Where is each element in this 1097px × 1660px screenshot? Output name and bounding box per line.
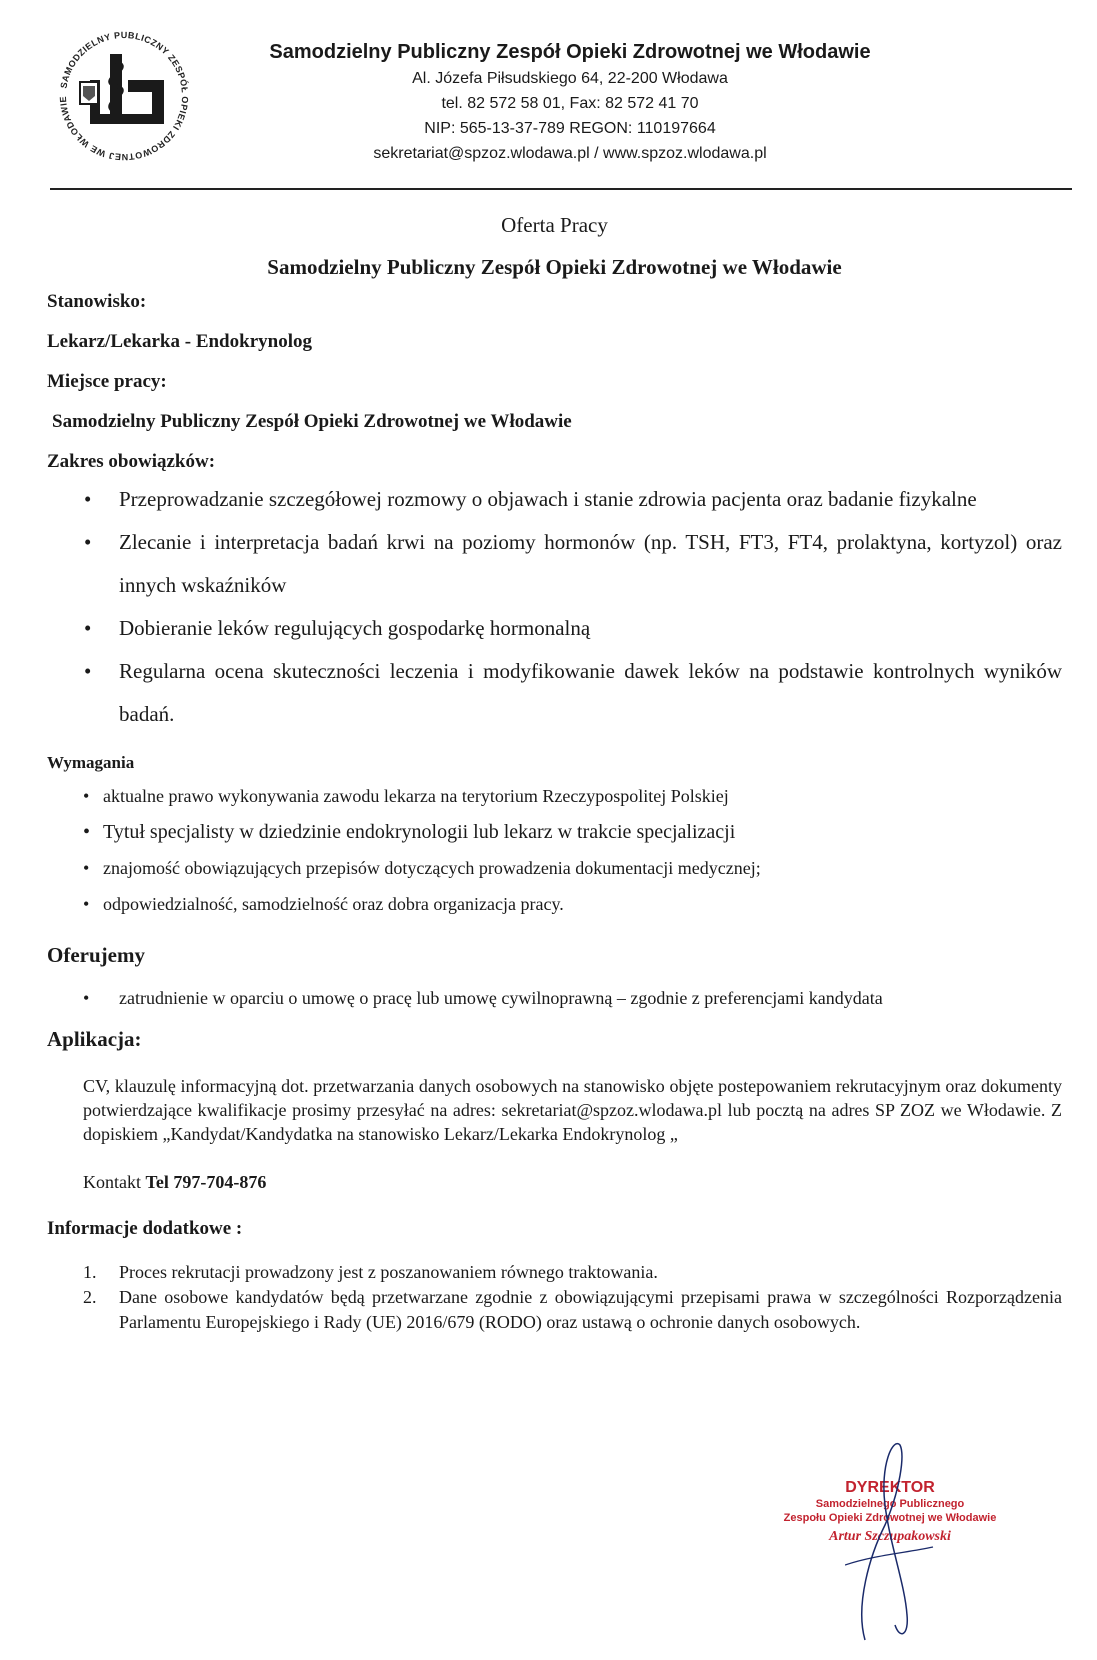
contact-tel: 797-704-876 (173, 1172, 267, 1192)
requirements-list (47, 778, 1062, 922)
contact-tel-label: Tel (145, 1172, 169, 1192)
position-label: Stanowisko: (47, 291, 147, 312)
list-item: • Tytuł specjalisty w dziedzinie endokrynologii lub lekarz w trakcie specjalizacji (47, 814, 1062, 850)
contact-prefix: Kontakt (83, 1172, 141, 1192)
offer-list (47, 986, 1062, 1010)
stamp-title: DYREKTOR (845, 1479, 935, 1496)
letterhead-address: Al. Józefa Piłsudskiego 64, 22-200 Włodawa (412, 70, 728, 87)
list-item: • znajomość obowiązujących przepisów dotyczących prowadzenia dokumentacji medycznej; (47, 850, 1062, 886)
workplace-label: Miejsce pracy: (47, 371, 167, 392)
list-item: 2. Dane osobowe kandydatów będą przetwarzane zgodnie z obowiązującymi przepisami prawa w szczególności Rozporządzenia Parlamentu Europejskiego i Rady (UE) 2016/679 (RODO) oraz ustawą o ochronie danych osobowych. (83, 1287, 1062, 1332)
document-body (47, 210, 1062, 1335)
duties-list (47, 478, 1062, 736)
svg-text:SAMODZIELNY PUBLICZNY ZESPÓŁ O (58, 30, 190, 162)
bullet-icon: • (83, 894, 90, 914)
position-value: Lekarz/Lekarka - Endokrynolog (47, 331, 312, 352)
bullet-icon: • (83, 858, 90, 878)
stamp-line2: Zespołu Opieki Zdrowotnej we Włodawie (783, 1512, 997, 1524)
extra-info-list (47, 1260, 1062, 1335)
list-item: • Regularna ocena skuteczności leczenia i modyfikowanie dawek leków na podstawie kontrolnych wyników badań. (47, 650, 1062, 736)
list-item: • odpowiedzialność, samodzielność oraz dobra organizacja pracy. (47, 886, 1062, 922)
letterhead (220, 38, 920, 166)
application-text: CV, klauzulę informacyjną dot. przetwarzania danych osobowych na stanowisko objęte postepowaniem rekrutacyjnym oraz dokumenty potwierdzające kwalifikacje prosimy przesyłać na adres: sekretariat@spzoz.wlodawa.pl lub pocztą na adres SP ZOZ we Włodawie. Z dopiskiem „Kandydat/Kandydatka na stanowisko Lekarz/Lekarka Endokrynolog „ (83, 1076, 1062, 1144)
bullet-icon: • (83, 786, 90, 806)
duties-label: Zakres obowiązków: (47, 451, 216, 472)
offer-title: Oferta Pracy (501, 213, 608, 237)
bullet-icon: • (84, 659, 92, 683)
letterhead-org-name: Samodzielny Publiczny Zespół Opieki Zdrowotnej we Włodawie (269, 41, 871, 63)
letterhead-phone: tel. 82 572 58 01, Fax: 82 572 41 70 (441, 95, 699, 112)
list-item: • zatrudnienie w oparciu o umowę o pracę lub umowę cywilnoprawną – zgodnie z preferencjami kandydata (83, 988, 883, 1008)
bullet-icon: • (83, 821, 91, 843)
letterhead-contact: sekretariat@spzoz.wlodawa.pl / www.spzoz.wlodawa.pl (373, 145, 767, 162)
stamp-line1: Samodzielnego Publicznego (815, 1498, 965, 1510)
list-item: • aktualne prawo wykonywania zawodu lekarza na terytorium Rzeczypospolitej Polskiej (47, 778, 1062, 814)
handwritten-signature (845, 1435, 935, 1645)
extra-info-label: Informacje dodatkowe : (47, 1218, 243, 1239)
list-item: 1. Proces rekrutacji prowadzony jest z poszanowaniem równego traktowania. (83, 1262, 658, 1282)
logo-ring-text: SAMODZIELNY PUBLICZNY ZESPÓŁ OPIEKI ZDROWOTNEJ WE WŁODAWIE (57, 29, 191, 163)
list-item: • Zlecanie i interpretacja badań krwi na poziomy hormonów (np. TSH, FT3, FT4, prolaktyna, kortyzol) oraz innych wskaźników (47, 521, 1062, 607)
workplace-value: Samodzielny Publiczny Zespół Opieki Zdrowotnej we Włodawie (52, 411, 572, 432)
list-item: • Przeprowadzanie szczegółowej rozmowy o objawach i stanie zdrowia pacjenta oraz badanie fizykalne (47, 478, 1062, 521)
bullet-icon: • (84, 487, 92, 511)
header-divider (50, 188, 1072, 190)
bullet-icon: • (84, 616, 92, 640)
bullet-icon: • (83, 988, 90, 1008)
employer-heading: Samodzielny Publiczny Zespół Opieki Zdrowotnej we Włodawie (267, 255, 842, 279)
letterhead-ids: NIP: 565-13-37-789 REGON: 110197664 (424, 120, 716, 137)
stamp-name: Artur Szczupakowski (829, 1529, 951, 1544)
contact-line (47, 1170, 1062, 1194)
bullet-icon: • (84, 530, 92, 554)
offer-label: Oferujemy (47, 943, 145, 967)
application-label: Aplikacja: (47, 1027, 142, 1051)
hospital-logo (50, 22, 198, 170)
requirements-label: Wymagania (47, 753, 135, 772)
list-item: • Dobieranie leków regulujących gospodarkę hormonalną (47, 607, 1062, 650)
